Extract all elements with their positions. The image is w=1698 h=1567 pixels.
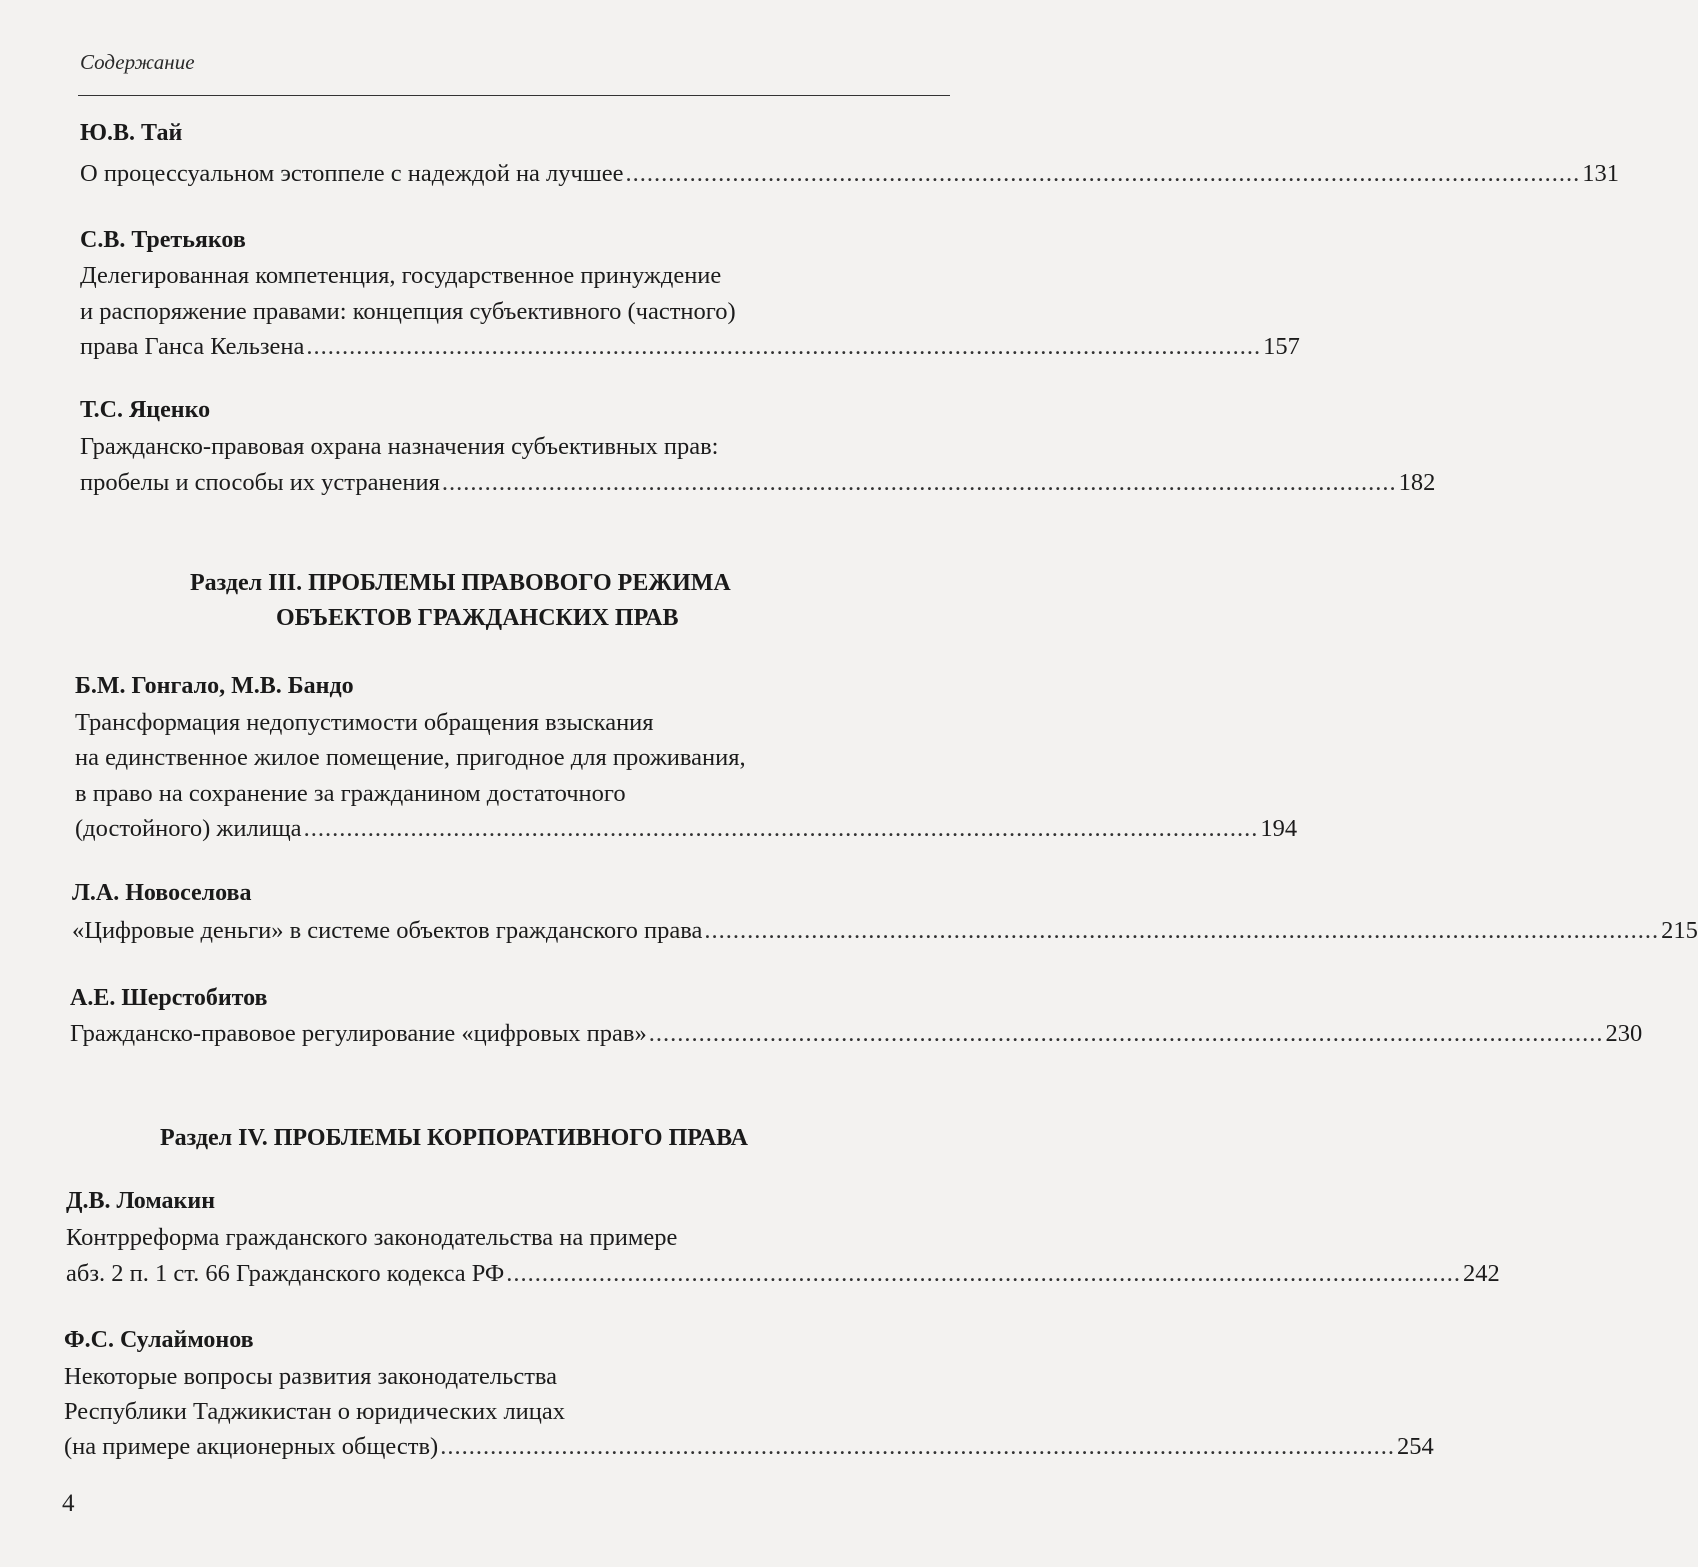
toc-title-line: Республики Таджикистан о юридических лицах: [64, 1398, 566, 1425]
toc-title-text: «Цифровые деньги» в системе объектов гражданского права: [72, 917, 703, 944]
toc-page-number: 131: [1582, 160, 1619, 187]
toc-title-text: абз. 2 п. 1 ст. 66 Гражданского кодекса РФ: [66, 1260, 505, 1287]
toc-title-text: О процессуальном эстоппеле с надеждой на лучшее: [80, 160, 624, 187]
toc-author: Ю.В. Тай: [80, 120, 183, 146]
toc-entry-line[interactable]: [64, 1433, 1434, 1461]
toc-entry-line[interactable]: [80, 160, 1619, 188]
toc-title-text: права Ганса Кельзена: [80, 333, 305, 360]
leader-dots: ......................................................................................................................................: [648, 1020, 1604, 1047]
toc-title-text: (достойного) жилища: [75, 815, 302, 842]
toc-page-number: 157: [1263, 333, 1300, 360]
toc-entry-line[interactable]: [80, 333, 1300, 361]
leader-dots: ......................................................................................................................................: [303, 815, 1259, 842]
leader-dots: ......................................................................................................................................: [440, 1433, 1395, 1460]
section-heading-line: ОБЪЕКТОВ ГРАЖДАНСКИХ ПРАВ: [276, 605, 679, 631]
leader-dots: ......................................................................................................................................: [441, 469, 1397, 496]
toc-title-line: Контрреформа гражданского законодательства на примере: [66, 1224, 678, 1251]
section-heading-line: Раздел III. ПРОБЛЕМЫ ПРАВОВОГО РЕЖИМА: [190, 570, 731, 596]
toc-title-line: в право на сохранение за гражданином достаточного: [75, 780, 626, 807]
toc-title-line: Делегированная компетенция, государственное принуждение: [80, 262, 722, 289]
toc-title-line: и распоряжение правами: концепция субъективного (частного): [80, 298, 736, 325]
toc-title-text: пробелы и способы их устранения: [80, 469, 440, 496]
toc-page-number: 242: [1463, 1260, 1500, 1287]
toc-author: Ф.С. Сулаймонов: [64, 1327, 254, 1353]
toc-page-number: 254: [1396, 1433, 1434, 1460]
header-rule: [78, 95, 950, 96]
toc-title-line: Трансформация недопустимости обращения взыскания: [75, 709, 654, 736]
toc-page-number: 230: [1605, 1020, 1643, 1047]
toc-author: Л.А. Новоселова: [72, 880, 252, 906]
toc-author: Б.М. Гонгало, М.В. Бандо: [75, 673, 354, 699]
page-number: 4: [62, 1490, 75, 1517]
toc-entry-line[interactable]: [75, 815, 1298, 843]
toc-author: А.Е. Шерстобитов: [70, 985, 268, 1011]
leader-dots: ......................................................................................................................................: [306, 333, 1262, 360]
toc-author: Д.В. Ломакин: [66, 1188, 216, 1214]
toc-entry-line[interactable]: [72, 917, 1698, 945]
leader-dots: ......................................................................................................................................: [506, 1260, 1462, 1287]
leader-dots: ......................................................................................................................................: [704, 917, 1660, 944]
toc-entry-line[interactable]: [70, 1020, 1643, 1048]
toc-page-number: 215: [1661, 917, 1698, 944]
section-heading-line: Раздел IV. ПРОБЛЕМЫ КОРПОРАТИВНОГО ПРАВА: [160, 1125, 748, 1151]
toc-entry-line[interactable]: [66, 1260, 1500, 1288]
running-head: Содержание: [80, 50, 195, 74]
leader-dots: ......................................................................................................................................: [625, 160, 1581, 187]
toc-author: Т.С. Яценко: [80, 397, 211, 423]
toc-page-number: 194: [1260, 815, 1298, 842]
toc-title-text: Гражданско-правовое регулирование «цифровых прав»: [70, 1020, 647, 1047]
toc-entry-line[interactable]: [80, 469, 1436, 497]
toc-title-line: на единственное жилое помещение, пригодное для проживания,: [75, 744, 746, 771]
toc-title-text: (на примере акционерных обществ): [64, 1433, 439, 1460]
toc-title-line: Гражданско-правовая охрана назначения субъективных прав:: [80, 433, 719, 460]
toc-author: С.В. Третьяков: [80, 227, 246, 253]
toc-title-line: Некоторые вопросы развития законодательства: [64, 1363, 558, 1390]
toc-page-number: 182: [1398, 469, 1436, 496]
